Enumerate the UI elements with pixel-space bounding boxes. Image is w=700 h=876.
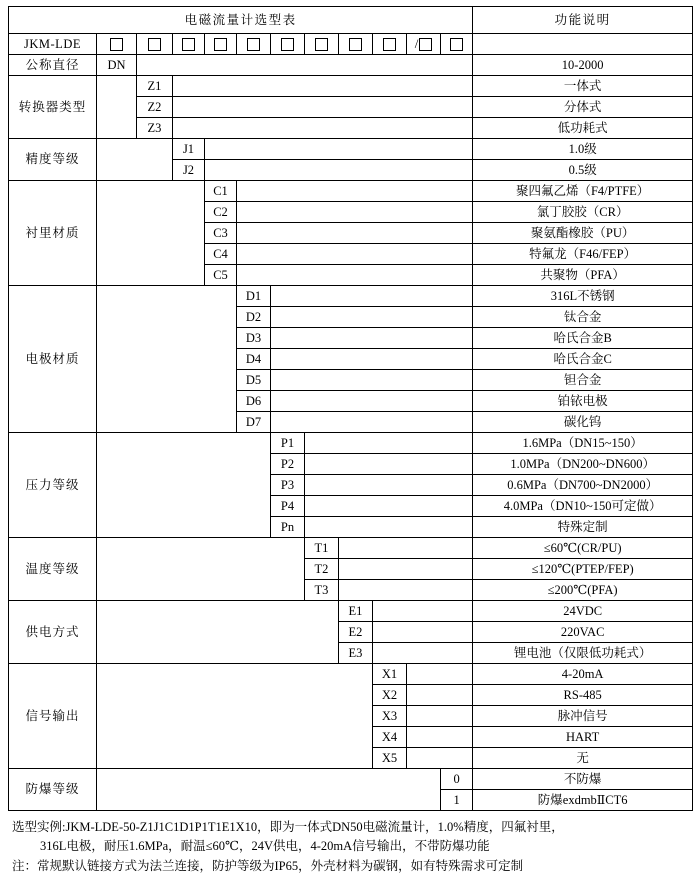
- blank-cell: [407, 685, 473, 706]
- desc-x1: 4-20mA: [473, 664, 693, 685]
- desc-z3: 低功耗式: [473, 118, 693, 139]
- slash-separator: /: [414, 35, 419, 51]
- blank-cell: [97, 769, 441, 811]
- checkbox-icon: [315, 38, 328, 51]
- blank-cell: [237, 265, 473, 286]
- checkbox-cell-4: [205, 34, 237, 55]
- code-ex-0: 0: [441, 769, 473, 790]
- desc-p2: 1.0MPa（DN200~DN600）: [473, 454, 693, 475]
- desc-d3: 哈氏合金B: [473, 328, 693, 349]
- code-t3: T3: [305, 580, 339, 601]
- blank-cell: [305, 517, 473, 538]
- blank-cell: [237, 223, 473, 244]
- code-j1: J1: [173, 139, 205, 160]
- code-dn: DN: [97, 55, 137, 76]
- selection-table: [8, 6, 693, 811]
- code-d6: D6: [237, 391, 271, 412]
- code-p4: P4: [271, 496, 305, 517]
- desc-c5: 共聚物（PFA）: [473, 265, 693, 286]
- blank-cell: [339, 580, 473, 601]
- desc-dn-range: 10-2000: [473, 55, 693, 76]
- model-prefix: JKM-LDE: [9, 34, 97, 55]
- code-z3: Z3: [137, 118, 173, 139]
- blank-cell: [97, 139, 173, 181]
- table-row: [9, 433, 693, 454]
- blank-cell: [271, 412, 473, 433]
- table-row: [9, 286, 693, 307]
- category-temperature-class: 温度等级: [9, 538, 97, 601]
- code-x1: X1: [373, 664, 407, 685]
- checkbox-icon: [419, 38, 432, 51]
- model-code-row: [9, 34, 693, 55]
- desc-d4: 哈氏合金C: [473, 349, 693, 370]
- code-x3: X3: [373, 706, 407, 727]
- code-pn: Pn: [271, 517, 305, 538]
- checkbox-cell-6: [271, 34, 305, 55]
- code-d5: D5: [237, 370, 271, 391]
- checkbox-icon: [383, 38, 396, 51]
- desc-d6: 铂铱电极: [473, 391, 693, 412]
- desc-p4: 4.0MPa（DN10~150可定做）: [473, 496, 693, 517]
- blank-cell: [271, 328, 473, 349]
- desc-d7: 碳化钨: [473, 412, 693, 433]
- checkbox-icon: [110, 38, 123, 51]
- category-pressure-class: 压力等级: [9, 433, 97, 538]
- blank-cell: [97, 538, 305, 601]
- checkbox-cell-9: [373, 34, 407, 55]
- checkbox-cell-8: [339, 34, 373, 55]
- blank-cell: [407, 727, 473, 748]
- remark-line: 注：常规默认链接方式为法兰连接，防护等级为IP65，外壳材料为碳钢，如有特殊需求可定制: [12, 858, 524, 873]
- blank-cell: [237, 244, 473, 265]
- checkbox-cell-3: [173, 34, 205, 55]
- blank-cell: [237, 181, 473, 202]
- desc-c4: 特氟龙（F46/FEP）: [473, 244, 693, 265]
- desc-d2: 钛合金: [473, 307, 693, 328]
- checkbox-cell-5: [237, 34, 271, 55]
- desc-d1: 316L不锈钢: [473, 286, 693, 307]
- blank-cell: [373, 622, 473, 643]
- code-d1: D1: [237, 286, 271, 307]
- table-row: [9, 76, 693, 97]
- blank-cell: [305, 433, 473, 454]
- blank-cell: [339, 538, 473, 559]
- checkbox-icon: [214, 38, 227, 51]
- code-e2: E2: [339, 622, 373, 643]
- checkbox-icon: [450, 38, 463, 51]
- blank-cell: [173, 118, 473, 139]
- desc-z1: 一体式: [473, 76, 693, 97]
- notes-block: [8, 818, 692, 876]
- category-nominal-diameter: 公称直径: [9, 55, 97, 76]
- code-t1: T1: [305, 538, 339, 559]
- code-c3: C3: [205, 223, 237, 244]
- example-line-1: 选型实例:JKM-LDE-50-Z1J1C1D1P1T1E1X10，即为一体式DN50电磁流量计，1.0%精度，四氟衬里，: [12, 820, 564, 834]
- table-row: [9, 538, 693, 559]
- example-line-2: 316L电极，耐压1.6MPa，耐温≤60℃，24V供电，4-20mA信号输出，不带防爆功能: [40, 839, 490, 854]
- category-converter-type: 转换器类型: [9, 76, 97, 139]
- desc-t2: ≤120℃(PTEP/FEP): [473, 559, 693, 580]
- code-d3: D3: [237, 328, 271, 349]
- checkbox-cell-1: [97, 34, 137, 55]
- checkbox-cell-10-with-slash: [407, 34, 441, 55]
- table-row: [9, 181, 693, 202]
- category-liner-material: 衬里材质: [9, 181, 97, 286]
- desc-p1: 1.6MPa（DN15~150）: [473, 433, 693, 454]
- code-x2: X2: [373, 685, 407, 706]
- code-t2: T2: [305, 559, 339, 580]
- blank-cell: [305, 496, 473, 517]
- category-signal-output: 信号输出: [9, 664, 97, 769]
- table-row: [9, 769, 693, 790]
- blank-cell: [97, 76, 137, 139]
- code-e1: E1: [339, 601, 373, 622]
- blank-cell: [407, 748, 473, 769]
- code-p3: P3: [271, 475, 305, 496]
- code-c4: C4: [205, 244, 237, 265]
- desc-j1: 1.0级: [473, 139, 693, 160]
- checkbox-icon: [148, 38, 161, 51]
- blank-cell: [137, 55, 473, 76]
- function-header-blank: [473, 34, 693, 55]
- code-e3: E3: [339, 643, 373, 664]
- desc-x4: HART: [473, 727, 693, 748]
- desc-t1: ≤60℃(CR/PU): [473, 538, 693, 559]
- desc-d5: 钽合金: [473, 370, 693, 391]
- code-p1: P1: [271, 433, 305, 454]
- table-row: [9, 601, 693, 622]
- desc-x2: RS-485: [473, 685, 693, 706]
- code-c2: C2: [205, 202, 237, 223]
- checkbox-cell-7: [305, 34, 339, 55]
- blank-cell: [97, 601, 339, 664]
- blank-cell: [271, 286, 473, 307]
- code-d2: D2: [237, 307, 271, 328]
- desc-j2: 0.5级: [473, 160, 693, 181]
- blank-cell: [97, 286, 237, 433]
- function-column-header: 功能说明: [473, 7, 693, 34]
- blank-cell: [305, 475, 473, 496]
- blank-cell: [97, 181, 205, 286]
- desc-ex-0: 不防爆: [473, 769, 693, 790]
- blank-cell: [173, 97, 473, 118]
- desc-t3: ≤200℃(PFA): [473, 580, 693, 601]
- desc-c2: 氯丁胶胶（CR）: [473, 202, 693, 223]
- desc-c1: 聚四氟乙烯（F4/PTFE）: [473, 181, 693, 202]
- code-c5: C5: [205, 265, 237, 286]
- blank-cell: [97, 433, 271, 538]
- code-z2: Z2: [137, 97, 173, 118]
- category-accuracy-class: 精度等级: [9, 139, 97, 181]
- table-header-row: [9, 7, 693, 34]
- desc-x3: 脉冲信号: [473, 706, 693, 727]
- checkbox-cell-2: [137, 34, 173, 55]
- desc-ex-1: 防爆exdmbⅡCT6: [473, 790, 693, 811]
- blank-cell: [407, 664, 473, 685]
- blank-cell: [339, 559, 473, 580]
- desc-c3: 聚氨酯橡胶（PU）: [473, 223, 693, 244]
- code-x4: X4: [373, 727, 407, 748]
- code-j2: J2: [173, 160, 205, 181]
- table-row: [9, 664, 693, 685]
- blank-cell: [205, 139, 473, 160]
- table-title: 电磁流量计选型表: [9, 7, 473, 34]
- checkbox-icon: [182, 38, 195, 51]
- table-row: [9, 139, 693, 160]
- blank-cell: [97, 664, 373, 769]
- code-z1: Z1: [137, 76, 173, 97]
- code-ex-1: 1: [441, 790, 473, 811]
- table-row: [9, 55, 693, 76]
- category-power-supply: 供电方式: [9, 601, 97, 664]
- blank-cell: [271, 349, 473, 370]
- code-d7: D7: [237, 412, 271, 433]
- desc-e3: 锂电池（仅限低功耗式）: [473, 643, 693, 664]
- category-electrode-material: 电极材质: [9, 286, 97, 433]
- checkbox-icon: [349, 38, 362, 51]
- code-d4: D4: [237, 349, 271, 370]
- blank-cell: [271, 391, 473, 412]
- category-explosion-proof: 防爆等级: [9, 769, 97, 811]
- desc-e2: 220VAC: [473, 622, 693, 643]
- blank-cell: [305, 454, 473, 475]
- checkbox-cell-11: [441, 34, 473, 55]
- blank-cell: [205, 160, 473, 181]
- checkbox-icon: [281, 38, 294, 51]
- blank-cell: [237, 202, 473, 223]
- code-c1: C1: [205, 181, 237, 202]
- code-x5: X5: [373, 748, 407, 769]
- checkbox-icon: [247, 38, 260, 51]
- code-p2: P2: [271, 454, 305, 475]
- desc-x5: 无: [473, 748, 693, 769]
- desc-pn: 特殊定制: [473, 517, 693, 538]
- blank-cell: [373, 601, 473, 622]
- desc-e1: 24VDC: [473, 601, 693, 622]
- desc-p3: 0.6MPa（DN700~DN2000）: [473, 475, 693, 496]
- blank-cell: [173, 76, 473, 97]
- blank-cell: [373, 643, 473, 664]
- blank-cell: [271, 307, 473, 328]
- desc-z2: 分体式: [473, 97, 693, 118]
- blank-cell: [407, 706, 473, 727]
- blank-cell: [271, 370, 473, 391]
